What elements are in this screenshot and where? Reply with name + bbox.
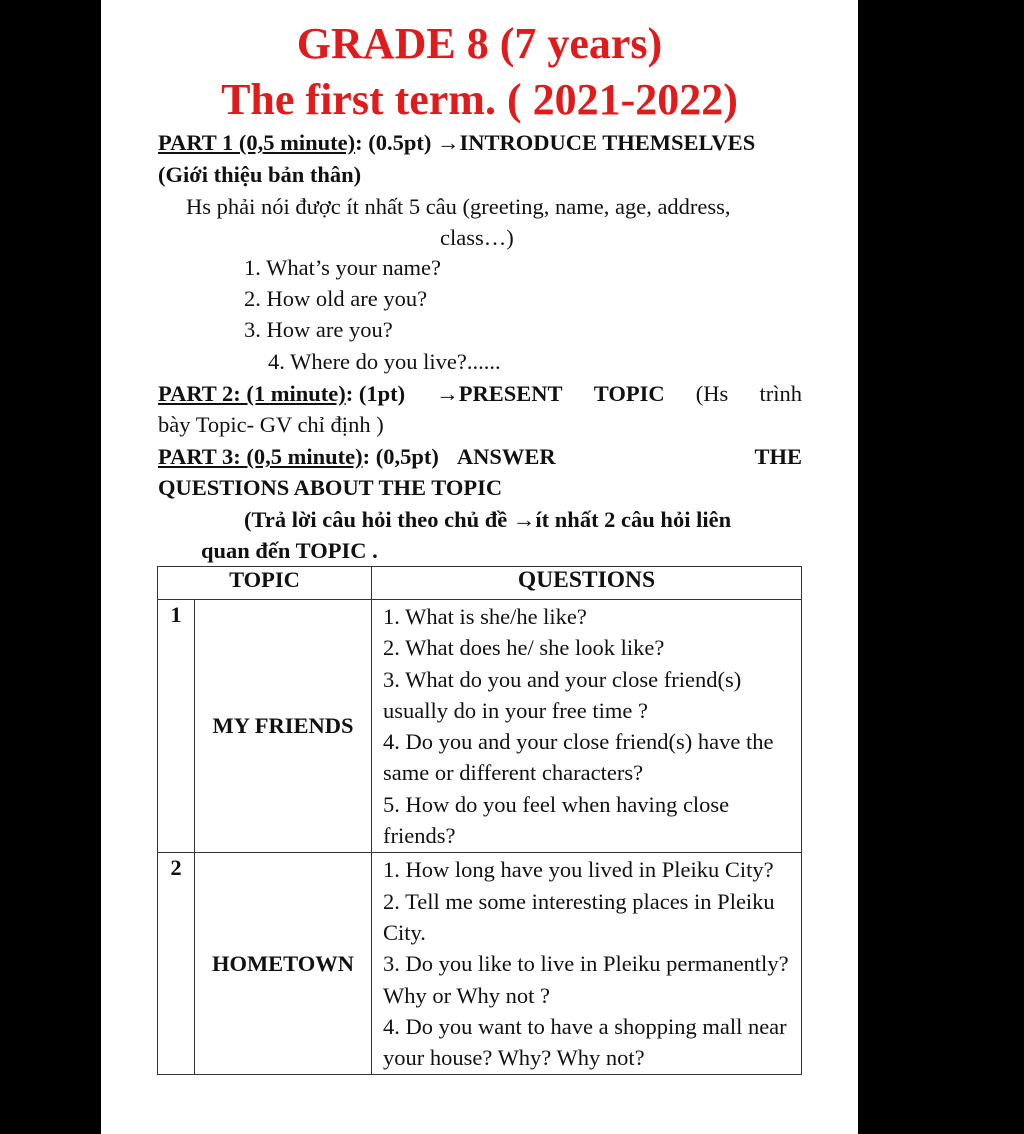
row-questions [372, 853, 802, 1075]
part3-points: : (0,5pt) [362, 444, 439, 469]
row-number: 1 [158, 600, 195, 853]
header-questions: QUESTIONS [372, 567, 802, 600]
question-item: 1. How long have you lived in Pleiku City? [383, 857, 774, 883]
part1-subtitle: (Giới thiệu bản thân) [158, 162, 362, 187]
title-line-1: GRADE 8 (7 years) [296, 19, 663, 68]
row-topic: MY FRIENDS [195, 600, 372, 853]
intro-question: 2. How old are you? [244, 286, 428, 311]
question-item: 4. Do you and your close friend(s) have the same or different characters? [383, 729, 774, 786]
question-item: 3. Do you like to live in Pleiku permanently? Why or Why not ? [383, 951, 789, 1008]
part1-instruction-1: Hs phải nói được ít nhất 5 câu (greeting, name, age, address, [186, 194, 731, 219]
intro-question: 4. Where do you live?...... [268, 349, 501, 374]
part2-topic: TOPIC [593, 381, 665, 406]
part3-note-2: quan đến TOPIC . [201, 538, 378, 563]
part2-trinh: trình [759, 381, 802, 406]
question-item: 2. What does he/ she look like? [383, 635, 665, 661]
part1-instruction-2: class…) [440, 225, 514, 250]
header-topic: TOPIC [158, 567, 372, 600]
row-number: 2 [158, 853, 195, 1075]
table-header-row [158, 567, 802, 600]
part1-suffix: : (0.5pt) →INTRODUCE THEMSELVES [355, 130, 756, 155]
part3-label: PART 3: (0,5 minute) [158, 444, 363, 469]
question-item: 5. How do you feel when having close friends? [383, 791, 730, 849]
part3-answer: ANSWER [456, 444, 556, 469]
table-row [158, 600, 802, 853]
question-item: 2. Tell me some interesting places in Pleiku City. [383, 888, 775, 945]
part3-the: THE [754, 444, 802, 469]
part3-line2: QUESTIONS ABOUT THE TOPIC [158, 475, 503, 500]
intro-question: 1. What’s your name? [244, 255, 442, 280]
question-item: 3. What do you and your close friend(s) usually do in your free time ? [383, 666, 742, 723]
part2-heading [158, 379, 802, 409]
part2-points: : (1pt) [345, 381, 406, 406]
row-topic: HOMETOWN [195, 853, 372, 1075]
part3-note-1: (Trả lời câu hỏi theo chủ đề →ít nhất 2 câu hỏi liên [244, 507, 732, 532]
title-line-2: The first term. ( 2021-2022) [221, 75, 738, 124]
part2-hs: (Hs [695, 381, 729, 406]
part1-label: PART 1 (0,5 minute) [158, 130, 356, 155]
part1-heading [158, 128, 755, 158]
question-item: 1. What is she/he like? [383, 604, 587, 629]
intro-question: 3. How are you? [244, 317, 393, 342]
table-row [158, 853, 802, 1075]
topics-table [157, 566, 802, 1075]
question-item: 4. Do you want to have a shopping mall near your house? Why? Why not? [383, 1013, 787, 1071]
part2-present: →PRESENT [436, 381, 563, 406]
row-questions [372, 600, 802, 853]
part2-line2: bày Topic- GV chỉ định ) [158, 412, 384, 437]
part2-label: PART 2: (1 minute) [158, 381, 346, 406]
document-page [101, 0, 858, 1134]
part3-heading [158, 442, 802, 472]
